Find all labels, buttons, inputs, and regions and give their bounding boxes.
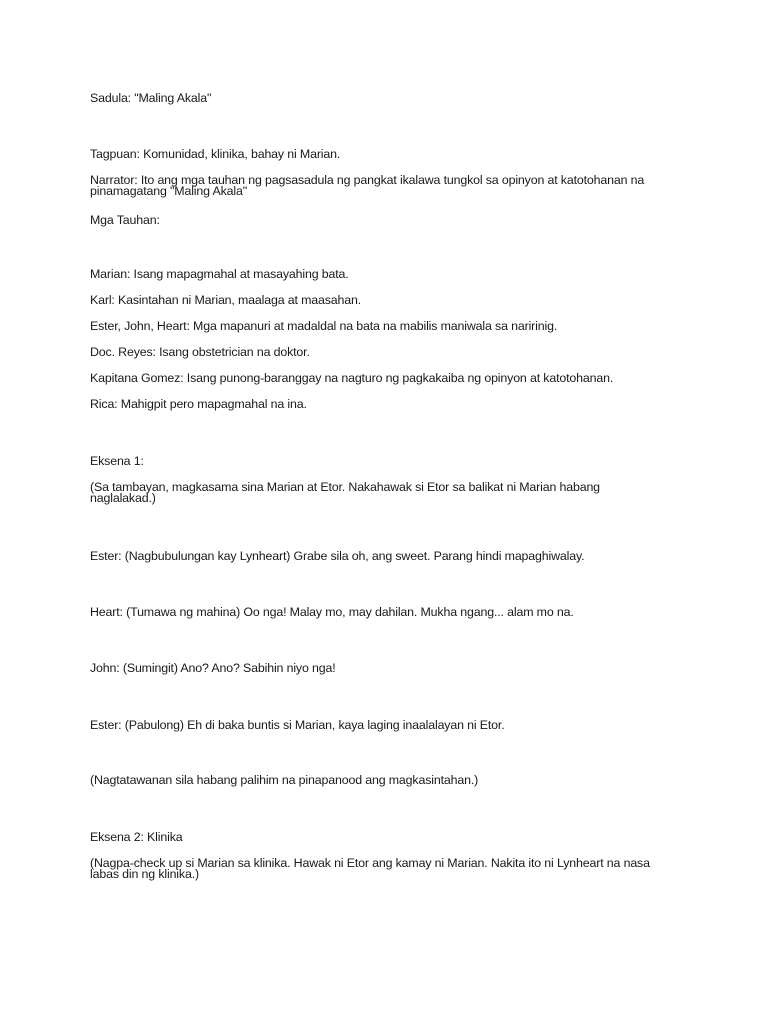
stage-direction: (Nagtatawanan sila habang palihim na pinapanood ang magkasintahan.) bbox=[90, 773, 479, 787]
eksena-1-heading: Eksena 1: bbox=[90, 454, 144, 468]
tauhan-item: Karl: Kasintahan ni Marian, maalaga at maasahan. bbox=[90, 293, 362, 307]
document-title: Sadula: "Maling Akala" bbox=[90, 91, 212, 105]
dialogue-line: Heart: (Tumawa ng mahina) Oo nga! Malay mo, may dahilan. Mukha ngang... alam mo na. bbox=[90, 605, 574, 619]
tauhan-item: Rica: Mahigpit pero mapagmahal na ina. bbox=[90, 397, 307, 411]
tagpuan-text: Tagpuan: Komunidad, klinika, bahay ni Marian. bbox=[90, 147, 341, 161]
tauhan-item: Ester, John, Heart: Mga mapanuri at madaldal na bata na mabilis maniwala sa naririnig. bbox=[90, 319, 558, 333]
narrator-text: Narrator: Ito ang mga tauhan ng pagsasadula ng pangkat ikalawa tungkol sa opinyon at katotohanan na pinamagatang "Maling Akala" bbox=[90, 173, 648, 198]
dialogue-line: Ester: (Pabulong) Eh di baka buntis si Marian, kaya laging inaalalayan ni Etor. bbox=[90, 718, 505, 732]
eksena-2-direction: (Nagpa-check up si Marian sa klinika. Hawak ni Etor ang kamay ni Marian. Nakita ito ni Lynheart na nasa labas din ng klinika.) bbox=[90, 856, 654, 881]
mga-tauhan-heading: Mga Tauhan: bbox=[90, 213, 160, 227]
tauhan-item: Doc. Reyes: Isang obstetrician na doktor. bbox=[90, 345, 310, 359]
eksena-2-heading: Eksena 2: Klinika bbox=[90, 830, 183, 844]
tauhan-item: Kapitana Gomez: Isang punong-baranggay na nagturo ng pagkakaiba ng opinyon at katotohanan. bbox=[90, 371, 614, 385]
dialogue-line: John: (Sumingit) Ano? Ano? Sabihin niyo nga! bbox=[90, 661, 336, 675]
dialogue-line: Ester: (Nagbubulungan kay Lynheart) Grabe sila oh, ang sweet. Parang hindi mapaghiwalay. bbox=[90, 549, 585, 563]
eksena-1-direction: (Sa tambayan, magkasama sina Marian at Etor. Nakahawak si Etor sa balikat ni Marian habang naglalakad.) bbox=[90, 480, 604, 505]
tauhan-item: Marian: Isang mapagmahal at masayahing bata. bbox=[90, 267, 349, 281]
